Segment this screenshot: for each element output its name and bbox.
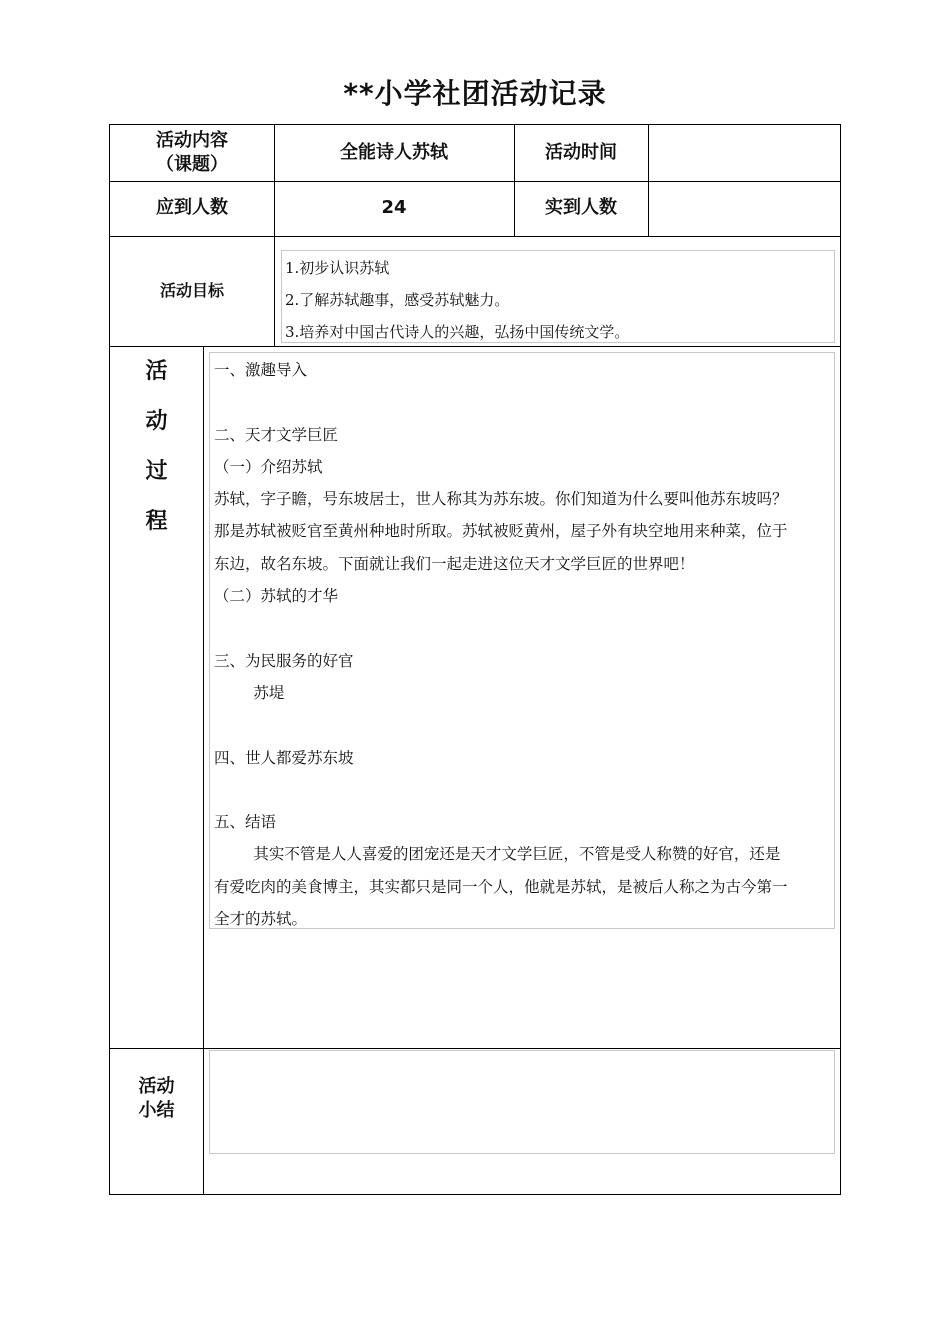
process-line: （二）苏轼的才华 (214, 587, 339, 606)
process-line: 四、世人都爱苏东坡 (214, 748, 354, 767)
actual-count-value[interactable] (648, 181, 840, 236)
process-label-char: 活 (145, 359, 168, 384)
process-line (214, 709, 834, 741)
content-value[interactable]: 全能诗人苏轼 (340, 141, 448, 163)
process-line: 全才的苏轼。 (214, 910, 308, 929)
process-line: 苏轼，字子瞻，号东坡居士，世人称其为苏东坡。你们知道为什么要叫他苏东坡吗？ (214, 490, 788, 509)
process-line: 有爱吃肉的美食博主，其实都只是同一个人，他就是苏轼，是被后人称之为古今第一 (214, 877, 788, 896)
summary-label (110, 1049, 203, 1171)
summary-label-line2: 小结 (138, 1100, 175, 1122)
process-line: 一、激趣导入 (214, 361, 308, 379)
summary-label-line1: 活动 (138, 1076, 175, 1097)
process-line: 那是苏轼被贬官至黄州种地时所取。苏轼被贬黄州，屋子外有块空地用来种菜，位于 (214, 522, 788, 541)
record-form (109, 124, 841, 1195)
process-line: 苏堤 (214, 683, 285, 702)
page-title: **小学社团活动记录 (343, 77, 607, 110)
process-line: 其实不管是人人喜爱的团宠还是天才文学巨匠，不管是受人称赞的好官，还是 (214, 845, 781, 864)
process-line: 三、为民服务的好官 (214, 651, 354, 670)
process-line: 五、结语 (214, 813, 277, 832)
process-label-char: 动 (145, 409, 168, 434)
time-value[interactable] (648, 125, 840, 181)
expected-count-label: 应到人数 (156, 197, 228, 219)
goals-label: 活动目标 (159, 281, 224, 301)
content-label-line1: 活动内容 (156, 129, 228, 151)
process-label-char: 程 (145, 509, 168, 534)
process-label-char: 过 (145, 459, 168, 484)
process-box[interactable] (209, 352, 835, 929)
process-label (110, 347, 203, 547)
goal-item: 1.初步认识苏轼 (285, 259, 390, 277)
process-line (214, 386, 834, 418)
goal-item: 2.了解苏轼趣事，感受苏轼魅力。 (285, 291, 510, 309)
process-line (214, 612, 834, 644)
content-label (110, 125, 274, 181)
actual-count-label: 实到人数 (545, 197, 617, 219)
goal-item: 3.培养对中国古代诗人的兴趣，弘扬中国传统文学。 (285, 323, 630, 341)
content-label-line2: （课题） (156, 154, 228, 175)
goals-box[interactable] (281, 250, 835, 343)
process-line: （一）介绍苏轼 (214, 457, 323, 476)
time-label: 活动时间 (545, 141, 617, 163)
expected-count-value[interactable]: 24 (381, 197, 407, 219)
process-line: 东边，故名东坡。下面就让我们一起走进这位天才文学巨匠的世界吧！ (214, 554, 695, 573)
process-line: 二、天才文学巨匠 (214, 425, 339, 444)
summary-box[interactable] (209, 1050, 835, 1154)
process-line (214, 774, 834, 806)
